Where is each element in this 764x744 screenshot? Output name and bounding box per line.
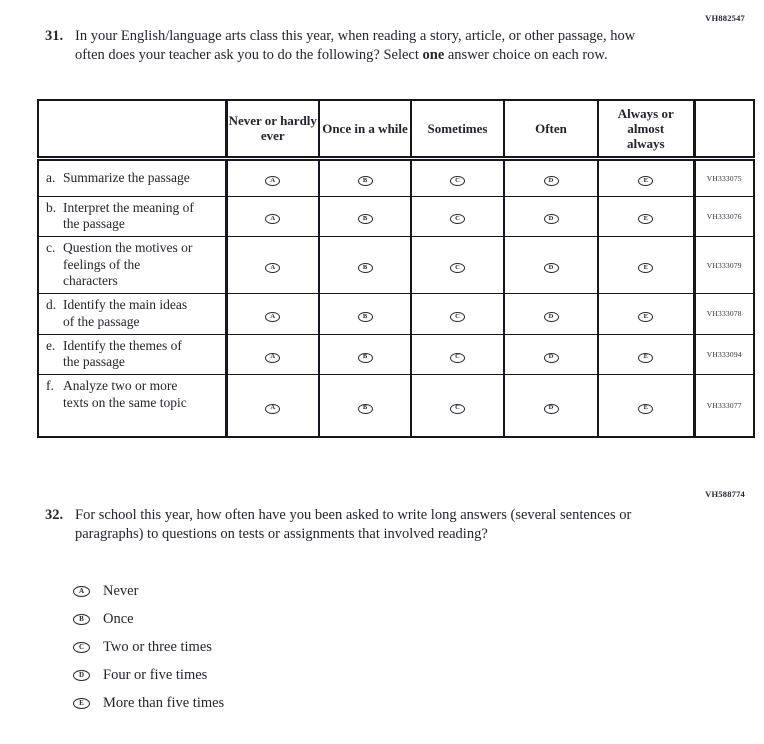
row-b-radio-e-icon[interactable]: E — [638, 214, 653, 224]
row-b-radio-d-icon[interactable]: D — [544, 214, 559, 224]
row-b-cell-always — [598, 196, 694, 236]
column-header-code — [694, 100, 754, 158]
row-a-code: VH333075 — [694, 158, 754, 196]
row-e-radio-c-icon[interactable]: C — [450, 353, 465, 363]
row-c-radio-d-icon[interactable]: D — [544, 263, 559, 273]
column-header-often: Often — [504, 100, 598, 158]
q32-radio-a-icon[interactable]: A — [73, 586, 90, 597]
question-31 — [45, 27, 670, 65]
q32-option-two-or-three-label: Two or three times — [103, 638, 212, 655]
row-c-text: Question the motives or feelings of the characters — [63, 239, 193, 289]
row-f-cell-sometimes — [411, 375, 504, 437]
row-c-cell-never — [226, 236, 319, 293]
row-c-radio-c-icon[interactable]: C — [450, 263, 465, 273]
row-f-cell-once — [319, 375, 411, 437]
row-f-text: Analyze two or more texts on the same topic — [63, 378, 187, 410]
table-row-a — [38, 158, 754, 196]
row-a-cell-sometimes — [411, 158, 504, 196]
row-d-cell-always — [598, 294, 694, 334]
row-c-label — [38, 236, 226, 293]
table-row-b — [38, 196, 754, 236]
row-c-code: VH333079 — [694, 236, 754, 293]
row-d-text: Identify the main ideas of the passage — [63, 297, 188, 329]
question-32-text: For school this year, how often have you been asked to write long answers (several sentences or paragraphs) to questions on tests or assignments that involved reading? — [75, 507, 632, 542]
row-e-cell-never — [226, 334, 319, 374]
row-f-cell-always — [598, 375, 694, 437]
row-a-radio-d-icon[interactable]: D — [544, 176, 559, 186]
row-f-cell-never — [226, 375, 319, 437]
table-row-e — [38, 334, 754, 374]
row-e-radio-d-icon[interactable]: D — [544, 353, 559, 363]
question-31-text-post: answer choice on each row. — [444, 47, 608, 63]
row-c-letter: c. — [46, 239, 56, 255]
question-31-number: 31. — [45, 28, 64, 44]
row-e-cell-sometimes — [411, 334, 504, 374]
column-header-always-or-almost-always: Always or almost always — [598, 100, 694, 158]
question-32-number: 32. — [45, 507, 64, 523]
row-d-cell-once — [319, 294, 411, 334]
question-32 — [45, 506, 670, 544]
q32-option-more-than-five-label: More than five times — [103, 694, 225, 711]
q32-option-never — [73, 577, 224, 605]
row-d-letter: d. — [46, 297, 57, 313]
row-a-cell-often — [504, 158, 598, 196]
row-e-label — [38, 334, 226, 374]
matrix-corner-cell — [38, 100, 226, 158]
q32-option-never-label: Never — [103, 582, 139, 599]
q32-radio-c-icon[interactable]: C — [73, 642, 90, 653]
row-d-label — [38, 294, 226, 334]
table-row-c — [38, 236, 754, 293]
question-31-text-bold: one — [422, 47, 445, 63]
row-d-radio-c-icon[interactable]: C — [450, 312, 465, 322]
q32-option-two-or-three — [73, 633, 224, 661]
column-header-never-or-hardly-ever: Never or hardly ever — [226, 100, 319, 158]
row-b-label — [38, 196, 226, 236]
row-b-radio-c-icon[interactable]: C — [450, 214, 465, 224]
row-d-code: VH333078 — [694, 294, 754, 334]
row-d-cell-never — [226, 294, 319, 334]
column-header-sometimes: Sometimes — [411, 100, 504, 158]
question-31-text-pre: In your English/language arts class this year, when reading a story, article, or other passage, how often does your teacher ask you to do the following? Select — [75, 28, 636, 63]
q32-option-four-or-five — [73, 661, 224, 689]
row-b-cell-once — [319, 196, 411, 236]
q31-accession-code: VH882547 — [705, 13, 745, 23]
row-c-cell-once — [319, 236, 411, 293]
q32-accession-code: VH588774 — [705, 489, 745, 499]
q32-radio-e-icon[interactable]: E — [73, 698, 90, 709]
row-e-cell-once — [319, 334, 411, 374]
row-b-letter: b. — [46, 199, 57, 215]
row-a-radio-a-icon[interactable]: A — [265, 176, 280, 186]
row-b-cell-never — [226, 196, 319, 236]
row-c-radio-a-icon[interactable]: A — [265, 263, 280, 273]
q32-option-more-than-five — [73, 689, 224, 717]
row-a-radio-c-icon[interactable]: C — [450, 176, 465, 186]
row-a-radio-b-icon[interactable]: B — [358, 176, 373, 186]
column-header-once-in-a-while: Once in a while — [319, 100, 411, 158]
row-a-cell-once — [319, 158, 411, 196]
row-e-code: VH333094 — [694, 334, 754, 374]
row-d-radio-a-icon[interactable]: A — [265, 312, 280, 322]
row-d-radio-e-icon[interactable]: E — [638, 312, 653, 322]
row-b-text: Interpret the meaning of the passage — [63, 199, 194, 232]
row-f-radio-d-icon[interactable]: D — [544, 404, 559, 414]
row-d-radio-b-icon[interactable]: B — [358, 312, 373, 322]
row-e-cell-always — [598, 334, 694, 374]
row-f-letter: f. — [46, 378, 54, 394]
row-e-radio-a-icon[interactable]: A — [265, 353, 280, 363]
row-d-cell-often — [504, 294, 598, 334]
row-c-cell-sometimes — [411, 236, 504, 293]
row-f-radio-c-icon[interactable]: C — [450, 404, 465, 414]
row-a-label — [38, 158, 226, 196]
question-31-text — [75, 27, 660, 65]
row-d-radio-d-icon[interactable]: D — [544, 312, 559, 322]
row-c-cell-often — [504, 236, 598, 293]
row-c-radio-e-icon[interactable]: E — [638, 263, 653, 273]
row-f-radio-b-icon[interactable]: B — [358, 404, 373, 414]
row-a-cell-never — [226, 158, 319, 196]
row-a-cell-always — [598, 158, 694, 196]
row-c-cell-always — [598, 236, 694, 293]
row-b-radio-b-icon[interactable]: B — [358, 214, 373, 224]
row-f-label — [38, 375, 226, 437]
row-b-cell-often — [504, 196, 598, 236]
row-f-radio-a-icon[interactable]: A — [265, 404, 280, 414]
row-f-radio-e-icon[interactable]: E — [638, 404, 653, 414]
row-c-radio-b-icon[interactable]: B — [358, 263, 373, 273]
row-b-radio-a-icon[interactable]: A — [265, 214, 280, 224]
row-e-text: Identify the themes of the passage — [63, 337, 182, 370]
row-e-cell-often — [504, 334, 598, 374]
row-e-letter: e. — [46, 337, 56, 353]
header-row — [38, 100, 754, 158]
table-row-f — [38, 375, 754, 437]
row-b-cell-sometimes — [411, 196, 504, 236]
row-e-radio-b-icon[interactable]: B — [358, 353, 373, 363]
q32-option-once-label: Once — [103, 610, 134, 627]
q32-radio-b-icon[interactable]: B — [73, 614, 90, 625]
row-a-text: Summarize the passage — [63, 169, 190, 185]
row-f-cell-often — [504, 375, 598, 437]
q31-answer-matrix — [37, 99, 755, 438]
row-d-cell-sometimes — [411, 294, 504, 334]
q32-option-four-or-five-label: Four or five times — [103, 666, 208, 683]
row-e-radio-e-icon[interactable]: E — [638, 353, 653, 363]
table-row-d — [38, 294, 754, 334]
q32-option-once — [73, 605, 224, 633]
row-f-code: VH333077 — [694, 375, 754, 437]
q32-radio-d-icon[interactable]: D — [73, 670, 90, 681]
row-a-letter: a. — [46, 169, 56, 185]
row-b-code: VH333076 — [694, 196, 754, 236]
row-a-radio-e-icon[interactable]: E — [638, 176, 653, 186]
q32-options — [73, 577, 224, 717]
